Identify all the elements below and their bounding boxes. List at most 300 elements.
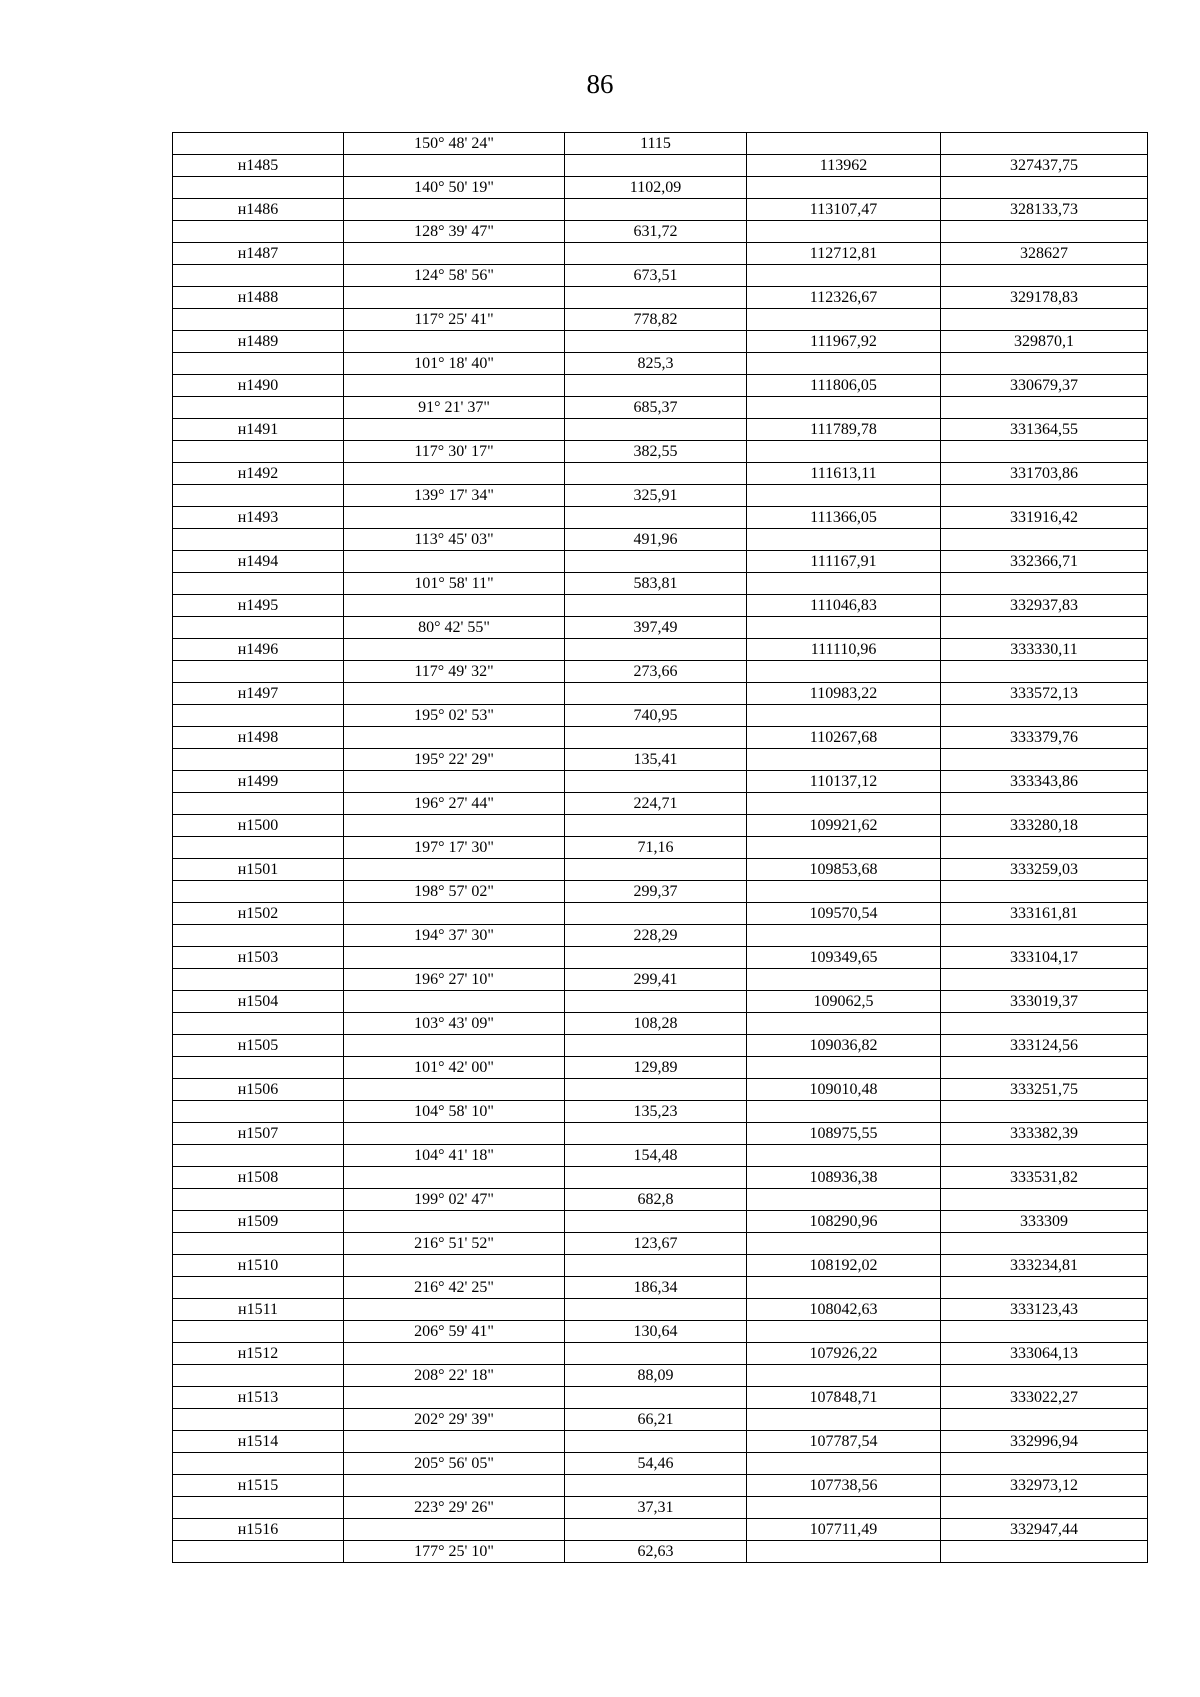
coordinates-table-body — [173, 133, 1148, 1563]
table-row — [173, 485, 1148, 507]
length-cell: 71,16 — [565, 837, 747, 859]
y-coordinate-cell — [941, 1013, 1148, 1035]
angle-cell: 206° 59' 41" — [344, 1321, 565, 1343]
angle-cell: 80° 42' 55" — [344, 617, 565, 639]
y-coordinate-cell — [941, 1233, 1148, 1255]
y-coordinate-cell — [941, 133, 1148, 155]
length-cell — [565, 375, 747, 397]
angle-cell — [344, 683, 565, 705]
y-coordinate-cell — [941, 1145, 1148, 1167]
x-coordinate-cell — [747, 1189, 941, 1211]
angle-cell: 216° 51' 52" — [344, 1233, 565, 1255]
table-row — [173, 1365, 1148, 1387]
point-cell: н1508 — [173, 1167, 344, 1189]
length-cell: 123,67 — [565, 1233, 747, 1255]
point-cell: н1494 — [173, 551, 344, 573]
x-coordinate-cell — [747, 1409, 941, 1431]
x-coordinate-cell — [747, 1541, 941, 1563]
table-row — [173, 331, 1148, 353]
angle-cell: 104° 58' 10" — [344, 1101, 565, 1123]
x-coordinate-cell: 110983,22 — [747, 683, 941, 705]
x-coordinate-cell: 109062,5 — [747, 991, 941, 1013]
angle-cell: 101° 18' 40" — [344, 353, 565, 375]
y-coordinate-cell — [941, 1453, 1148, 1475]
length-cell: 397,49 — [565, 617, 747, 639]
x-coordinate-cell: 109921,62 — [747, 815, 941, 837]
table-row — [173, 155, 1148, 177]
point-cell — [173, 749, 344, 771]
x-coordinate-cell: 111967,92 — [747, 331, 941, 353]
table-row — [173, 177, 1148, 199]
y-coordinate-cell — [941, 1189, 1148, 1211]
table-row — [173, 969, 1148, 991]
angle-cell: 216° 42' 25" — [344, 1277, 565, 1299]
angle-cell — [344, 331, 565, 353]
y-coordinate-cell: 330679,37 — [941, 375, 1148, 397]
point-cell — [173, 1409, 344, 1431]
point-cell: н1486 — [173, 199, 344, 221]
y-coordinate-cell — [941, 353, 1148, 375]
angle-cell: 150° 48' 24" — [344, 133, 565, 155]
angle-cell: 205° 56' 05" — [344, 1453, 565, 1475]
y-coordinate-cell: 328133,73 — [941, 199, 1148, 221]
angle-cell: 140° 50' 19" — [344, 177, 565, 199]
y-coordinate-cell — [941, 529, 1148, 551]
angle-cell — [344, 1035, 565, 1057]
y-coordinate-cell: 329870,1 — [941, 331, 1148, 353]
point-cell — [173, 1541, 344, 1563]
point-cell: н1498 — [173, 727, 344, 749]
table-row — [173, 1057, 1148, 1079]
length-cell: 491,96 — [565, 529, 747, 551]
y-coordinate-cell: 333280,18 — [941, 815, 1148, 837]
point-cell — [173, 1101, 344, 1123]
angle-cell — [344, 1167, 565, 1189]
length-cell: 685,37 — [565, 397, 747, 419]
point-cell — [173, 793, 344, 815]
length-cell: 62,63 — [565, 1541, 747, 1563]
point-cell: н1503 — [173, 947, 344, 969]
angle-cell: 197° 17' 30" — [344, 837, 565, 859]
point-cell — [173, 441, 344, 463]
table-row — [173, 1145, 1148, 1167]
y-coordinate-cell: 332947,44 — [941, 1519, 1148, 1541]
length-cell: 130,64 — [565, 1321, 747, 1343]
point-cell — [173, 661, 344, 683]
x-coordinate-cell: 113107,47 — [747, 199, 941, 221]
table-row — [173, 1299, 1148, 1321]
x-coordinate-cell — [747, 1013, 941, 1035]
y-coordinate-cell: 333259,03 — [941, 859, 1148, 881]
y-coordinate-cell: 333234,81 — [941, 1255, 1148, 1277]
length-cell — [565, 463, 747, 485]
angle-cell: 198° 57' 02" — [344, 881, 565, 903]
point-cell: н1509 — [173, 1211, 344, 1233]
table-row — [173, 265, 1148, 287]
y-coordinate-cell — [941, 221, 1148, 243]
angle-cell — [344, 859, 565, 881]
y-coordinate-cell — [941, 485, 1148, 507]
angle-cell: 202° 29' 39" — [344, 1409, 565, 1431]
length-cell: 778,82 — [565, 309, 747, 331]
x-coordinate-cell: 111806,05 — [747, 375, 941, 397]
angle-cell — [344, 1123, 565, 1145]
angle-cell: 208° 22' 18" — [344, 1365, 565, 1387]
x-coordinate-cell — [747, 309, 941, 331]
x-coordinate-cell: 112712,81 — [747, 243, 941, 265]
coordinates-table — [172, 132, 1148, 1563]
y-coordinate-cell: 333531,82 — [941, 1167, 1148, 1189]
y-coordinate-cell: 331703,86 — [941, 463, 1148, 485]
point-cell — [173, 705, 344, 727]
table-row — [173, 639, 1148, 661]
y-coordinate-cell — [941, 1057, 1148, 1079]
table-row — [173, 683, 1148, 705]
point-cell: н1487 — [173, 243, 344, 265]
point-cell — [173, 881, 344, 903]
table-row — [173, 287, 1148, 309]
y-coordinate-cell — [941, 1497, 1148, 1519]
angle-cell: 104° 41' 18" — [344, 1145, 565, 1167]
x-coordinate-cell: 111046,83 — [747, 595, 941, 617]
point-cell — [173, 133, 344, 155]
point-cell: н1500 — [173, 815, 344, 837]
x-coordinate-cell — [747, 221, 941, 243]
table-row — [173, 1343, 1148, 1365]
x-coordinate-cell — [747, 177, 941, 199]
table-row — [173, 1013, 1148, 1035]
x-coordinate-cell: 110267,68 — [747, 727, 941, 749]
table-row — [173, 375, 1148, 397]
x-coordinate-cell — [747, 573, 941, 595]
y-coordinate-cell: 332937,83 — [941, 595, 1148, 617]
angle-cell — [344, 595, 565, 617]
y-coordinate-cell — [941, 1277, 1148, 1299]
angle-cell: 177° 25' 10" — [344, 1541, 565, 1563]
table-row — [173, 1431, 1148, 1453]
table-row — [173, 1079, 1148, 1101]
y-coordinate-cell: 328627 — [941, 243, 1148, 265]
y-coordinate-cell — [941, 705, 1148, 727]
length-cell — [565, 507, 747, 529]
y-coordinate-cell: 333309 — [941, 1211, 1148, 1233]
table-row — [173, 1387, 1148, 1409]
y-coordinate-cell — [941, 837, 1148, 859]
point-cell: н1495 — [173, 595, 344, 617]
point-cell: н1491 — [173, 419, 344, 441]
angle-cell — [344, 1255, 565, 1277]
angle-cell — [344, 463, 565, 485]
y-coordinate-cell — [941, 969, 1148, 991]
length-cell — [565, 1035, 747, 1057]
angle-cell — [344, 639, 565, 661]
table-row — [173, 991, 1148, 1013]
table-row — [173, 199, 1148, 221]
x-coordinate-cell: 108936,38 — [747, 1167, 941, 1189]
length-cell: 631,72 — [565, 221, 747, 243]
table-row — [173, 661, 1148, 683]
angle-cell: 223° 29' 26" — [344, 1497, 565, 1519]
point-cell: н1499 — [173, 771, 344, 793]
point-cell — [173, 573, 344, 595]
length-cell — [565, 1123, 747, 1145]
table-row — [173, 1189, 1148, 1211]
y-coordinate-cell: 332996,94 — [941, 1431, 1148, 1453]
table-row — [173, 1167, 1148, 1189]
length-cell — [565, 1475, 747, 1497]
x-coordinate-cell — [747, 1145, 941, 1167]
angle-cell — [344, 243, 565, 265]
y-coordinate-cell: 333572,13 — [941, 683, 1148, 705]
angle-cell — [344, 551, 565, 573]
length-cell: 224,71 — [565, 793, 747, 815]
table-row — [173, 903, 1148, 925]
length-cell: 154,48 — [565, 1145, 747, 1167]
table-row — [173, 1233, 1148, 1255]
angle-cell: 103° 43' 09" — [344, 1013, 565, 1035]
point-cell — [173, 837, 344, 859]
length-cell: 825,3 — [565, 353, 747, 375]
y-coordinate-cell — [941, 1541, 1148, 1563]
table-row — [173, 837, 1148, 859]
x-coordinate-cell: 111110,96 — [747, 639, 941, 661]
length-cell: 135,23 — [565, 1101, 747, 1123]
x-coordinate-cell — [747, 529, 941, 551]
angle-cell — [344, 1387, 565, 1409]
x-coordinate-cell — [747, 837, 941, 859]
angle-cell: 117° 25' 41" — [344, 309, 565, 331]
point-cell — [173, 925, 344, 947]
length-cell: 382,55 — [565, 441, 747, 463]
length-cell — [565, 155, 747, 177]
length-cell: 129,89 — [565, 1057, 747, 1079]
point-cell — [173, 1277, 344, 1299]
point-cell — [173, 177, 344, 199]
angle-cell: 128° 39' 47" — [344, 221, 565, 243]
angle-cell — [344, 287, 565, 309]
y-coordinate-cell: 333330,11 — [941, 639, 1148, 661]
table-row — [173, 859, 1148, 881]
point-cell — [173, 309, 344, 331]
table-row — [173, 595, 1148, 617]
point-cell: н1507 — [173, 1123, 344, 1145]
x-coordinate-cell — [747, 1057, 941, 1079]
x-coordinate-cell — [747, 925, 941, 947]
length-cell: 299,41 — [565, 969, 747, 991]
angle-cell: 113° 45' 03" — [344, 529, 565, 551]
y-coordinate-cell: 333343,86 — [941, 771, 1148, 793]
x-coordinate-cell — [747, 969, 941, 991]
table-row — [173, 1497, 1148, 1519]
length-cell — [565, 903, 747, 925]
table-row — [173, 1519, 1148, 1541]
angle-cell — [344, 1519, 565, 1541]
point-cell: н1497 — [173, 683, 344, 705]
table-row — [173, 1277, 1148, 1299]
x-coordinate-cell: 113962 — [747, 155, 941, 177]
table-row — [173, 1035, 1148, 1057]
length-cell: 135,41 — [565, 749, 747, 771]
angle-cell: 139° 17' 34" — [344, 485, 565, 507]
y-coordinate-cell: 329178,83 — [941, 287, 1148, 309]
length-cell: 673,51 — [565, 265, 747, 287]
angle-cell: 199° 02' 47" — [344, 1189, 565, 1211]
angle-cell — [344, 1211, 565, 1233]
angle-cell: 196° 27' 10" — [344, 969, 565, 991]
length-cell — [565, 771, 747, 793]
x-coordinate-cell: 110137,12 — [747, 771, 941, 793]
length-cell — [565, 1211, 747, 1233]
length-cell — [565, 1299, 747, 1321]
length-cell — [565, 727, 747, 749]
length-cell — [565, 683, 747, 705]
length-cell: 1115 — [565, 133, 747, 155]
x-coordinate-cell — [747, 1497, 941, 1519]
x-coordinate-cell: 111167,91 — [747, 551, 941, 573]
point-cell: н1501 — [173, 859, 344, 881]
point-cell — [173, 529, 344, 551]
table-row — [173, 529, 1148, 551]
y-coordinate-cell — [941, 617, 1148, 639]
x-coordinate-cell — [747, 881, 941, 903]
x-coordinate-cell — [747, 617, 941, 639]
point-cell: н1488 — [173, 287, 344, 309]
angle-cell: 124° 58' 56" — [344, 265, 565, 287]
length-cell: 299,37 — [565, 881, 747, 903]
y-coordinate-cell — [941, 661, 1148, 683]
table-row — [173, 617, 1148, 639]
angle-cell — [344, 1431, 565, 1453]
length-cell: 740,95 — [565, 705, 747, 727]
length-cell: 325,91 — [565, 485, 747, 507]
point-cell: н1502 — [173, 903, 344, 925]
y-coordinate-cell: 333064,13 — [941, 1343, 1148, 1365]
point-cell — [173, 969, 344, 991]
length-cell: 1102,09 — [565, 177, 747, 199]
table-row — [173, 705, 1148, 727]
table-row — [173, 1541, 1148, 1563]
y-coordinate-cell: 333022,27 — [941, 1387, 1148, 1409]
table-row — [173, 793, 1148, 815]
x-coordinate-cell: 111789,78 — [747, 419, 941, 441]
length-cell — [565, 947, 747, 969]
x-coordinate-cell — [747, 749, 941, 771]
table-row — [173, 881, 1148, 903]
length-cell — [565, 1519, 747, 1541]
angle-cell — [344, 727, 565, 749]
angle-cell: 117° 30' 17" — [344, 441, 565, 463]
point-cell: н1506 — [173, 1079, 344, 1101]
length-cell: 108,28 — [565, 1013, 747, 1035]
x-coordinate-cell — [747, 353, 941, 375]
x-coordinate-cell — [747, 1453, 941, 1475]
angle-cell — [344, 1475, 565, 1497]
point-cell — [173, 485, 344, 507]
length-cell — [565, 1387, 747, 1409]
y-coordinate-cell — [941, 177, 1148, 199]
y-coordinate-cell: 333123,43 — [941, 1299, 1148, 1321]
length-cell: 186,34 — [565, 1277, 747, 1299]
y-coordinate-cell — [941, 881, 1148, 903]
x-coordinate-cell — [747, 485, 941, 507]
point-cell — [173, 1145, 344, 1167]
angle-cell — [344, 947, 565, 969]
angle-cell — [344, 155, 565, 177]
y-coordinate-cell — [941, 441, 1148, 463]
angle-cell — [344, 991, 565, 1013]
y-coordinate-cell — [941, 573, 1148, 595]
x-coordinate-cell: 108192,02 — [747, 1255, 941, 1277]
table-row — [173, 243, 1148, 265]
table-row — [173, 419, 1148, 441]
length-cell: 66,21 — [565, 1409, 747, 1431]
point-cell: н1514 — [173, 1431, 344, 1453]
angle-cell: 195° 22' 29" — [344, 749, 565, 771]
length-cell: 682,8 — [565, 1189, 747, 1211]
table-row — [173, 1101, 1148, 1123]
angle-cell: 91° 21' 37" — [344, 397, 565, 419]
table-row — [173, 463, 1148, 485]
length-cell: 228,29 — [565, 925, 747, 947]
x-coordinate-cell: 107848,71 — [747, 1387, 941, 1409]
angle-cell — [344, 419, 565, 441]
table-row — [173, 947, 1148, 969]
table-row — [173, 925, 1148, 947]
point-cell — [173, 1365, 344, 1387]
y-coordinate-cell: 333251,75 — [941, 1079, 1148, 1101]
length-cell — [565, 1255, 747, 1277]
x-coordinate-cell — [747, 133, 941, 155]
point-cell: н1493 — [173, 507, 344, 529]
y-coordinate-cell — [941, 397, 1148, 419]
y-coordinate-cell: 333124,56 — [941, 1035, 1148, 1057]
x-coordinate-cell: 108042,63 — [747, 1299, 941, 1321]
length-cell — [565, 419, 747, 441]
length-cell — [565, 1167, 747, 1189]
length-cell — [565, 991, 747, 1013]
point-cell: н1496 — [173, 639, 344, 661]
point-cell — [173, 353, 344, 375]
length-cell: 273,66 — [565, 661, 747, 683]
point-cell — [173, 1189, 344, 1211]
length-cell: 583,81 — [565, 573, 747, 595]
x-coordinate-cell — [747, 1101, 941, 1123]
x-coordinate-cell: 109853,68 — [747, 859, 941, 881]
point-cell — [173, 1233, 344, 1255]
length-cell — [565, 551, 747, 573]
point-cell: н1510 — [173, 1255, 344, 1277]
y-coordinate-cell: 332366,71 — [941, 551, 1148, 573]
point-cell: н1505 — [173, 1035, 344, 1057]
y-coordinate-cell: 331916,42 — [941, 507, 1148, 529]
point-cell — [173, 221, 344, 243]
y-coordinate-cell: 333019,37 — [941, 991, 1148, 1013]
length-cell: 54,46 — [565, 1453, 747, 1475]
x-coordinate-cell: 109349,65 — [747, 947, 941, 969]
length-cell — [565, 287, 747, 309]
angle-cell — [344, 903, 565, 925]
angle-cell — [344, 1343, 565, 1365]
x-coordinate-cell — [747, 705, 941, 727]
point-cell — [173, 1321, 344, 1343]
table-row — [173, 815, 1148, 837]
point-cell: н1515 — [173, 1475, 344, 1497]
x-coordinate-cell — [747, 1277, 941, 1299]
angle-cell — [344, 771, 565, 793]
x-coordinate-cell — [747, 661, 941, 683]
length-cell: 37,31 — [565, 1497, 747, 1519]
length-cell — [565, 331, 747, 353]
